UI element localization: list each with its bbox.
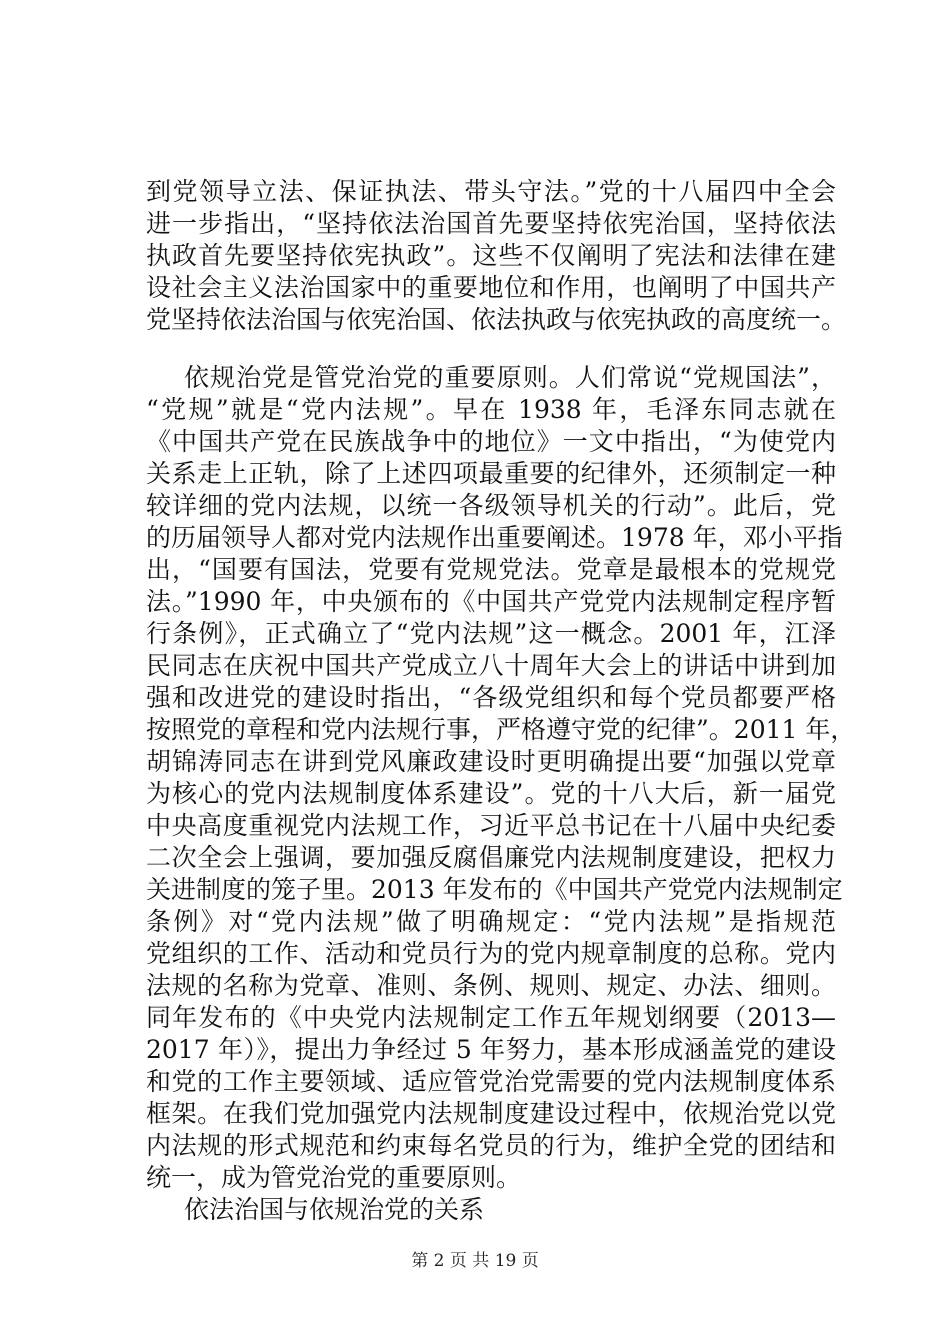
- paragraph-line: 法规的名称为党章、准则、条例、规则、规定、办法、细则。: [146, 971, 836, 1000]
- paragraph-line: 中央高度重视党内法规工作，习近平总书记在十八届中央纪委: [146, 811, 836, 840]
- paragraph-line: 执政首先要坚持依宪执政”。这些不仅阐明了宪法和法律在建: [146, 241, 836, 270]
- paragraph-line: 统一，成为管党治党的重要原则。: [146, 1163, 522, 1192]
- paragraph-line: 到党领导立法、保证执法、带头守法。”党的十八届四中全会: [146, 177, 836, 206]
- paragraph-line: 内法规的形式规范和约束每名党员的行为，维护全党的团结和: [146, 1131, 836, 1160]
- paragraph-line: “党规”就是“党内法规”。早在 1938 年，毛泽东同志就在: [146, 395, 836, 424]
- paragraph-line: 党组织的工作、活动和党员行为的党内规章制度的总称。党内: [146, 939, 836, 968]
- paragraph-line: 框架。在我们党加强党内法规制度建设过程中，依规治党以党: [146, 1099, 836, 1128]
- paragraph-line: 强和改进党的建设时指出，“各级党组织和每个党员都要严格: [146, 683, 836, 712]
- paragraph-line: 依规治党是管党治党的重要原则。人们常说“党规国法”，: [184, 363, 836, 392]
- paragraph-line: 二次全会上强调，要加强反腐倡廉党内法规制度建设，把权力: [146, 843, 836, 872]
- paragraph-line: 2017 年）》，提出力争经过 5 年努力，基本形成涵盖党的建设: [146, 1035, 836, 1064]
- paragraph-line: 《中国共产党在民族战争中的地位》一文中指出，“为使党内: [146, 427, 836, 456]
- paragraph-line: 民同志在庆祝中国共产党成立八十周年大会上的讲话中讲到加: [146, 651, 836, 680]
- paragraph-line: 条例》对“党内法规”做了明确规定：“党内法规”是指规范: [146, 907, 836, 936]
- paragraph-line: 法。”1990 年，中央颁布的《中国共产党党内法规制定程序暂: [146, 587, 836, 616]
- page-number-footer: 第 2 页 共 19 页: [411, 1251, 539, 1271]
- paragraph-line: 和党的工作主要领域、适应管党治党需要的党内法规制度体系: [146, 1067, 836, 1096]
- paragraph-line: 同年发布的《中央党内法规制定工作五年规划纲要（2013—: [146, 1003, 836, 1032]
- paragraph-line: 党坚持依法治国与依宪治国、依法执政与依宪执政的高度统一。: [146, 305, 847, 334]
- paragraph-line: 为核心的党内法规制度体系建设”。党的十八大后，新一届党: [146, 779, 836, 808]
- paragraph-line: 较详细的党内法规，以统一各级领导机关的行动”。此后，党: [146, 491, 836, 520]
- paragraph-line: 关系走上正轨，除了上述四项最重要的纪律外，还须制定一种: [146, 459, 836, 488]
- paragraph-line: 按照党的章程和党内法规行事，严格遵守党的纪律”。2011 年，: [146, 715, 856, 744]
- paragraph-line: 进一步指出，“坚持依法治国首先要坚持依宪治国，坚持依法: [146, 209, 836, 238]
- paragraph-line: 关进制度的笼子里。2013 年发布的《中国共产党党内法规制定: [146, 875, 843, 904]
- paragraph-line: 设社会主义法治国家中的重要地位和作用，也阐明了中国共产: [146, 273, 836, 302]
- paragraph-line: 胡锦涛同志在讲到党风廉政建设时更明确提出要“加强以党章: [146, 747, 836, 776]
- section-heading: 依法治国与依规治党的关系: [184, 1195, 485, 1224]
- paragraph-line: 行条例》，正式确立了“党内法规”这一概念。2001 年，江泽: [146, 619, 836, 648]
- paragraph-line: 的历届领导人都对党内法规作出重要阐述。1978 年，邓小平指: [146, 523, 843, 552]
- paragraph-line: 出，“国要有国法，党要有党规党法。党章是最根本的党规党: [146, 555, 836, 584]
